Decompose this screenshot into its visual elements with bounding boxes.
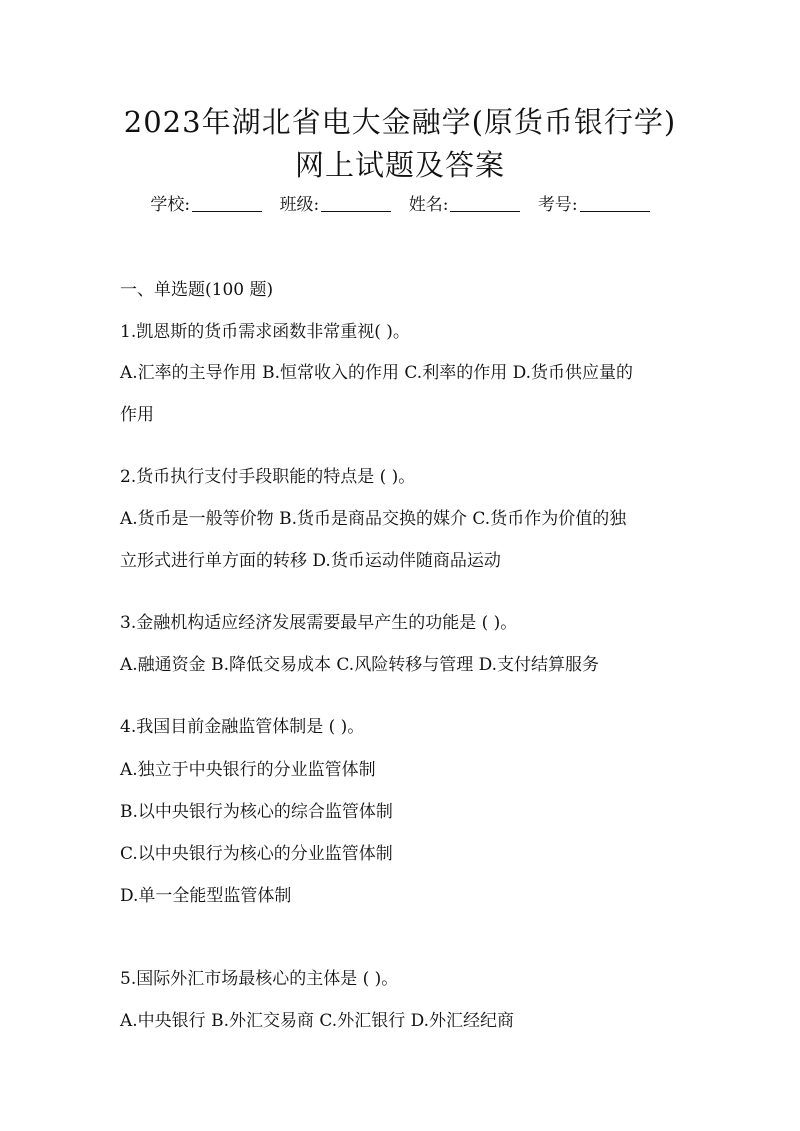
student-info-row — [0, 190, 800, 215]
question-2-stem: 2.货币执行支付手段职能的特点是 ( )。 — [120, 467, 416, 487]
name-blank — [450, 197, 520, 212]
question-4-stem: 4.我国目前金融监管体制是 ( )。 — [120, 717, 365, 737]
class-label: 班级: — [279, 195, 320, 215]
school-label: 学校: — [150, 195, 191, 215]
question-5-stem: 5.国际外汇市场最核心的主体是 ( )。 — [120, 969, 399, 989]
section-heading: 一、单选题(100 题) — [120, 280, 274, 300]
question-4-option-d: D.单一全能型监管体制 — [120, 886, 292, 906]
question-4-option-a: A.独立于中央银行的分业监管体制 — [120, 760, 376, 780]
question-1-options-cont: 作用 — [120, 405, 154, 425]
number-blank — [580, 197, 650, 212]
number-label: 考号: — [537, 195, 578, 215]
question-1-options: A.汇率的主导作用 B.恒常收入的作用 C.利率的作用 D.货币供应量的 — [120, 363, 634, 383]
question-2-options: A.货币是一般等价物 B.货币是商品交换的媒介 C.货币作为价值的独 — [120, 509, 627, 529]
class-field — [280, 190, 392, 215]
question-4-option-b: B.以中央银行为核心的综合监管体制 — [120, 802, 393, 822]
name-label: 姓名: — [408, 195, 449, 215]
class-blank — [321, 197, 391, 212]
number-field — [538, 190, 650, 215]
question-2-options-cont: 立形式进行单方面的转移 D.货币运动伴随商品运动 — [120, 551, 501, 571]
question-3-options: A.融通资金 B.降低交易成本 C.风险转移与管理 D.支付结算服务 — [120, 655, 600, 675]
question-1-stem: 1.凯恩斯的货币需求函数非常重视( )。 — [120, 322, 410, 342]
question-4-option-c: C.以中央银行为核心的分业监管体制 — [120, 844, 393, 864]
question-3-stem: 3.金融机构适应经济发展需要最早产生的功能是 ( )。 — [120, 613, 518, 633]
question-5-options: A.中央银行 B.外汇交易商 C.外汇银行 D.外汇经纪商 — [120, 1011, 515, 1031]
name-field — [409, 190, 521, 215]
school-field — [150, 190, 262, 215]
exam-title-line1: 2023年湖北省电大金融学(原货币银行学) — [123, 105, 677, 139]
school-blank — [192, 197, 262, 212]
exam-title-line2: 网上试题及答案 — [294, 148, 505, 182]
